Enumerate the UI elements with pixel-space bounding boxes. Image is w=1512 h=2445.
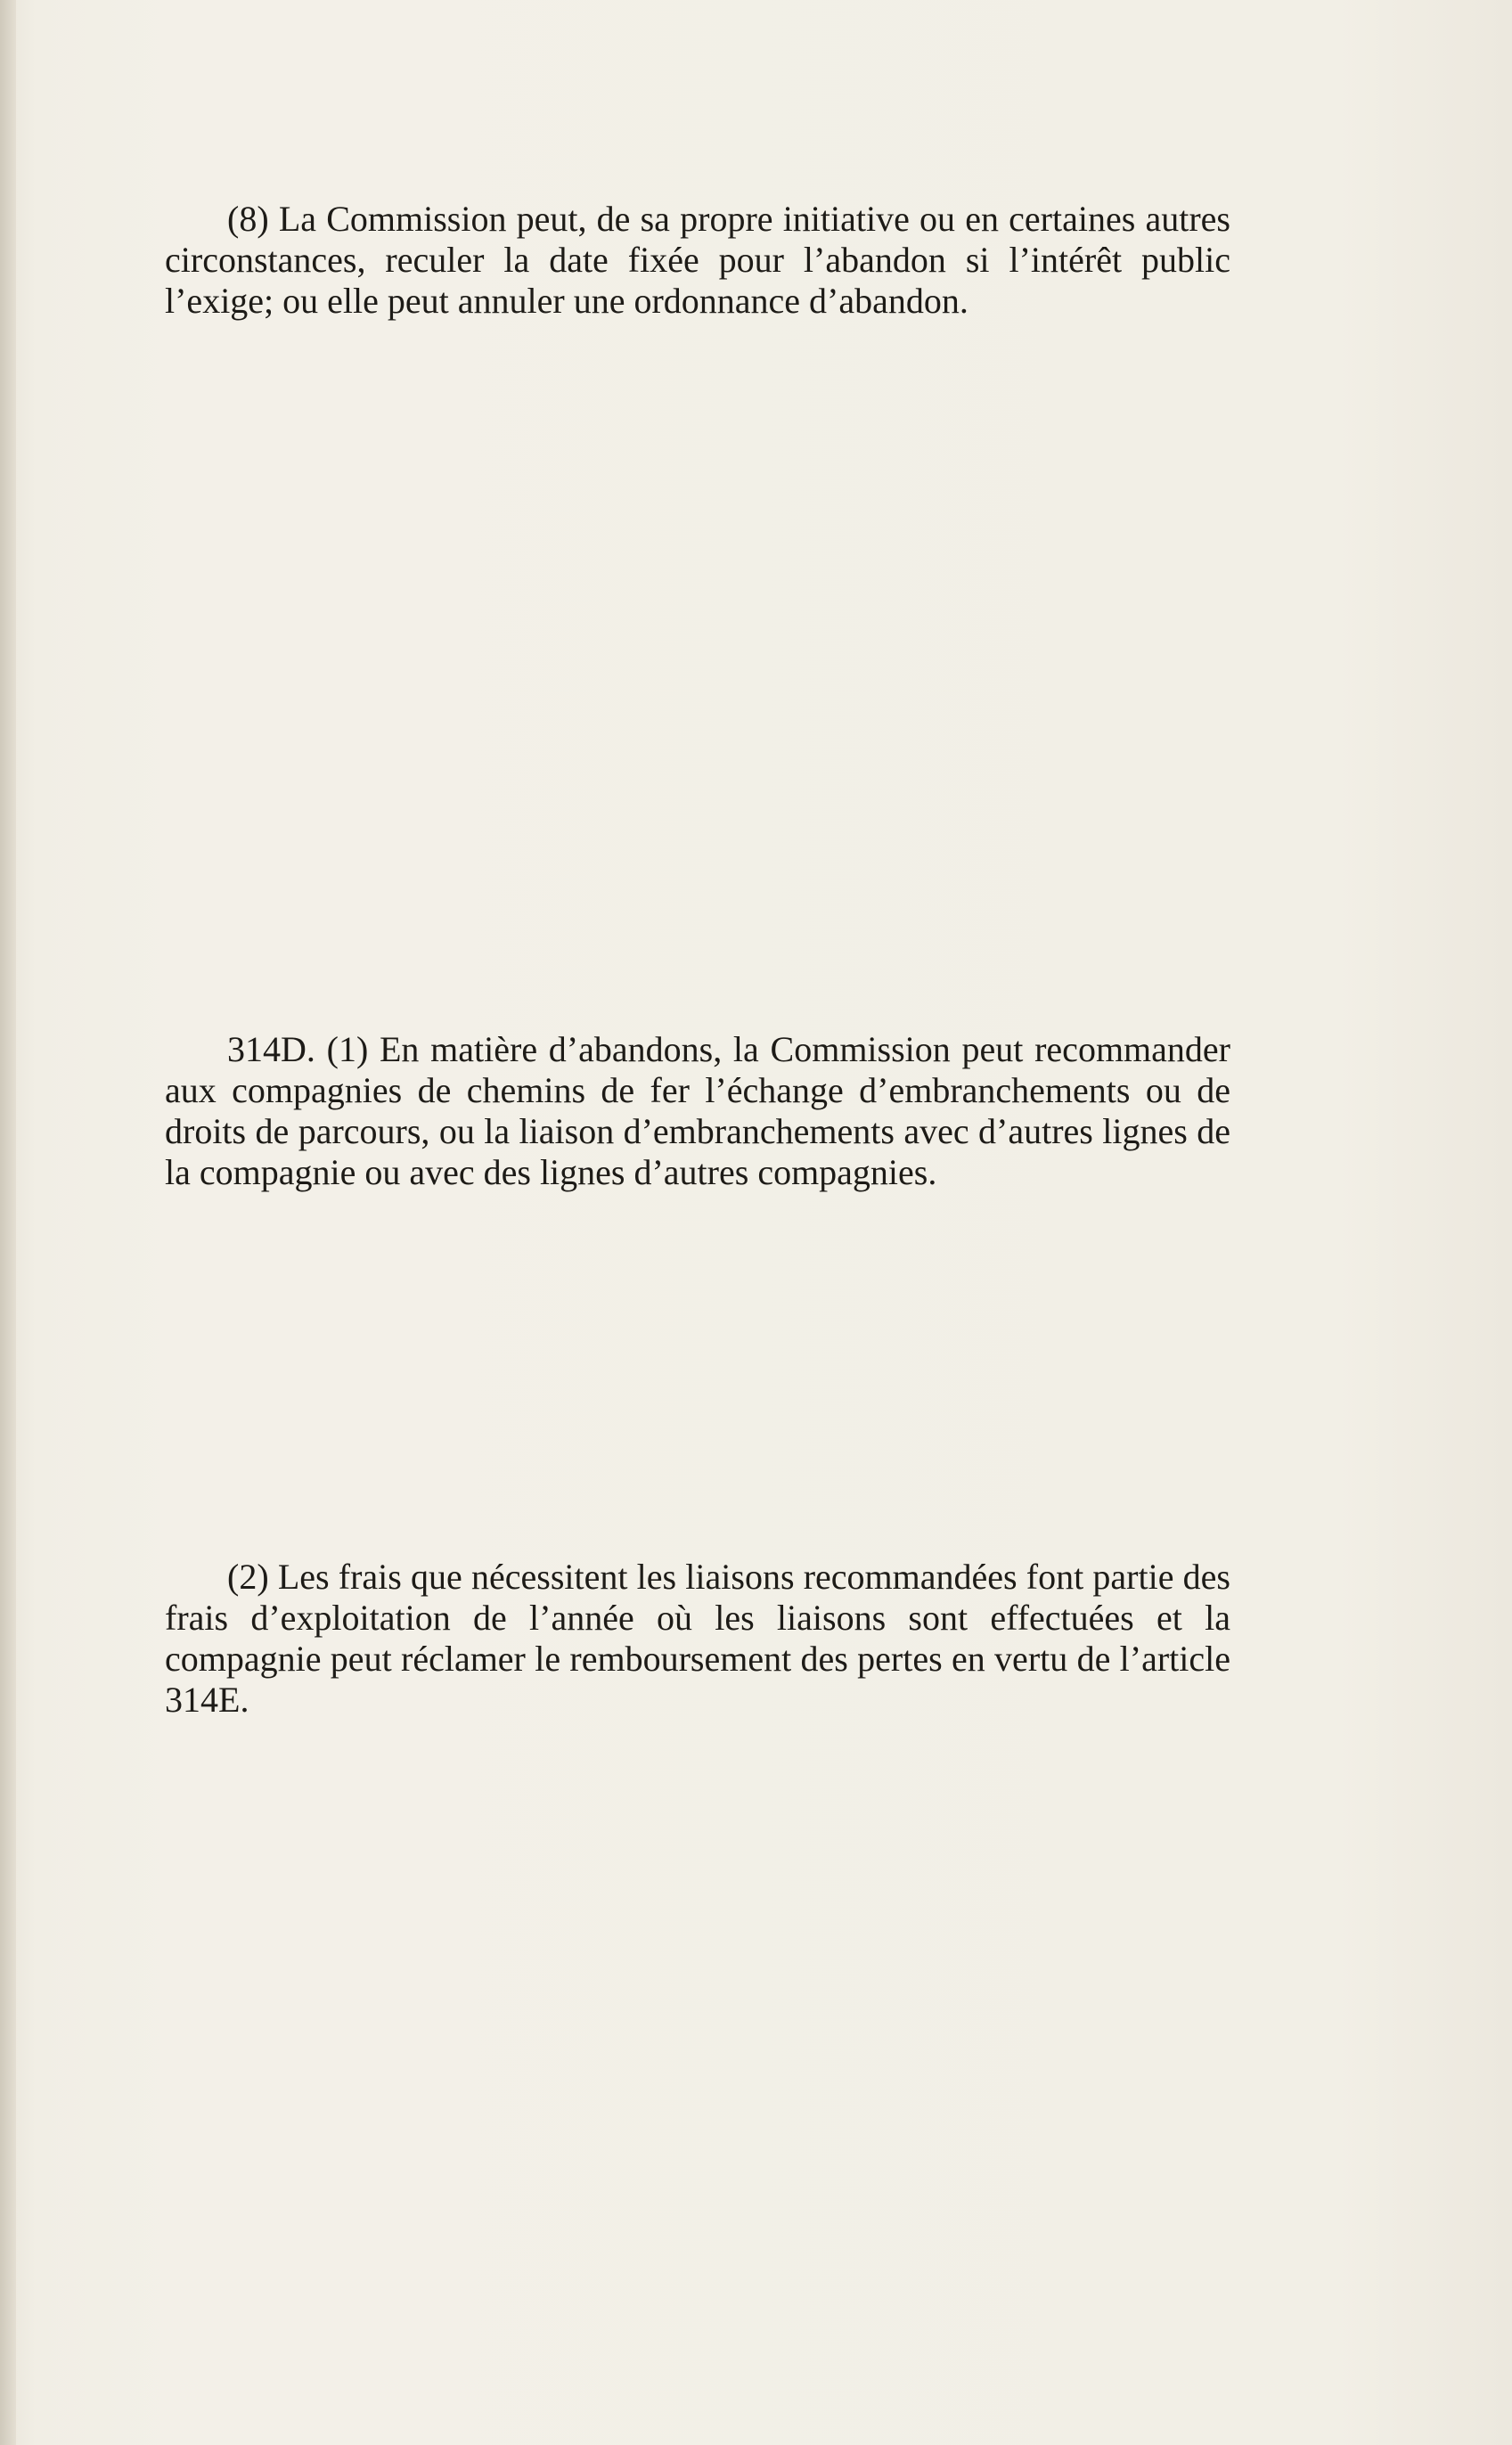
- paragraph-8-text: (8) La Commission peut, de sa propre initiative ou en certaines autres circonstances, reculer la date fixée pour l’abandon si l’intérêt public l’exige; ou elle peut annuler une ordonnance d’abandon.: [165, 199, 1230, 321]
- section-314d-letter: D: [281, 1029, 306, 1069]
- section-314d-text: . (1) En matière d’abandons, la Commission peut recommander aux compagnies de chemins de fer l’échange d’embranchements ou de droits de parcours, ou la liaison d’embranchements avec d’autres lignes de la compagnie ou avec des lignes d’autres compagnies.: [165, 1029, 1230, 1192]
- section-314d-number: 314: [227, 1029, 281, 1069]
- paragraph-2-text: (2) Les frais que nécessitent les liaisons recommandées font partie des frais d’exploitation de l’année où les liaisons sont effectuées et la compagnie peut réclamer le remboursement des pertes en vertu de l’article 314: [165, 1557, 1230, 1720]
- paragraph-2: [165, 1557, 1230, 1721]
- section-314d: [165, 1029, 1230, 1193]
- paragraph-2-ref-letter: E: [218, 1680, 241, 1720]
- paragraph-8: [165, 199, 1230, 322]
- paragraph-2-end: .: [240, 1680, 249, 1720]
- page-spine-shadow: [0, 0, 16, 2445]
